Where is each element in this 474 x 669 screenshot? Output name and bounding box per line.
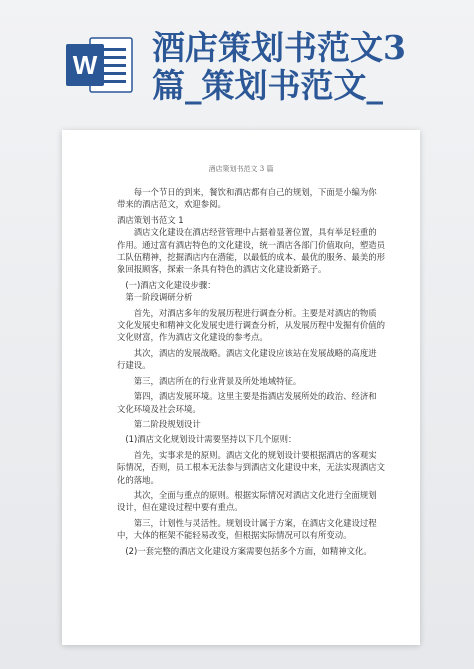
phase-heading: 第一阶段调研分析	[125, 292, 193, 303]
intro-paragraph: 每一个节日的到来，餐饮和酒店都有自己的规划，下面是小编为你带来的酒店范文，欢迎参阅。	[117, 187, 377, 210]
phase-heading: 第二阶段规划设计	[133, 418, 201, 429]
document-page	[62, 130, 420, 645]
body-paragraph: 其次，酒店的发展战略。酒店文化建设应该站在发展战略的高度进行建设。	[117, 347, 377, 371]
body-paragraph: 酒店文化建设在酒店经营管理中占据着显著位置，具有举足轻重的作用。通过富有酒店特色的文化建设，统一酒店各部门价值取向，塑造员工队伍精神，挖掘酒店内在潜能，以最低的成本、最优的服务、最美的形象回报顾客，探索一条具有特色的酒店文化建设新路子。	[117, 227, 385, 275]
body-paragraph: 首先，对酒店多年的发展历程进行调查分析。主要是对酒店的物质文化发展史和精神文化发展史进行调查分析，从发展历程中发掘有价值的文化财富，作为酒店文化建设的参考点。	[117, 307, 385, 343]
page-title-line-1: 酒店策划书范文3	[152, 28, 406, 67]
word-icon-letter: W	[72, 50, 98, 80]
body-paragraph: 其次，全面与重点的原则。根据实际情况对酒店文化进行全面规划设计，但在建设过程中要有重点。	[117, 489, 377, 513]
body-paragraph: 第四，酒店发展环境。这里主要是指酒店发展所处的政治、经济和文化环境及社会环境。	[117, 391, 377, 414]
body-paragraph: 首先，实事求是的原则。酒店文化的规划设计要根据酒店的客观实际情况，否则，员工根本无法参与到酒店文化建设中来，无法实现酒店文化的落地。	[117, 449, 385, 485]
header-banner	[0, 0, 474, 110]
document-body	[117, 186, 385, 557]
subsection-heading: (一)酒店文化建设步骤：	[125, 279, 216, 290]
principles-heading: (1)酒店文化规划设计需要坚持以下几个原则：	[125, 434, 297, 445]
running-head: 酒店策划书范文 3 篇	[208, 165, 274, 173]
body-paragraph: (2)一套完整的酒店文化建设方案需要包括多个方面，如精神文化。	[125, 545, 372, 556]
body-paragraph: 第三，计划性与灵活性。规划设计属于方案，在酒店文化建设过程中，大体的框架不能轻易改变，但根据实际情况可以有所变动。	[117, 517, 377, 541]
page-title-line-2: 篇_策划书范文_	[152, 66, 383, 105]
section-heading: 酒店策划书范文 1	[117, 214, 184, 225]
word-document-icon	[64, 34, 134, 96]
body-paragraph: 第三，酒店所在的行业背景及所处地域特征。	[133, 375, 302, 386]
